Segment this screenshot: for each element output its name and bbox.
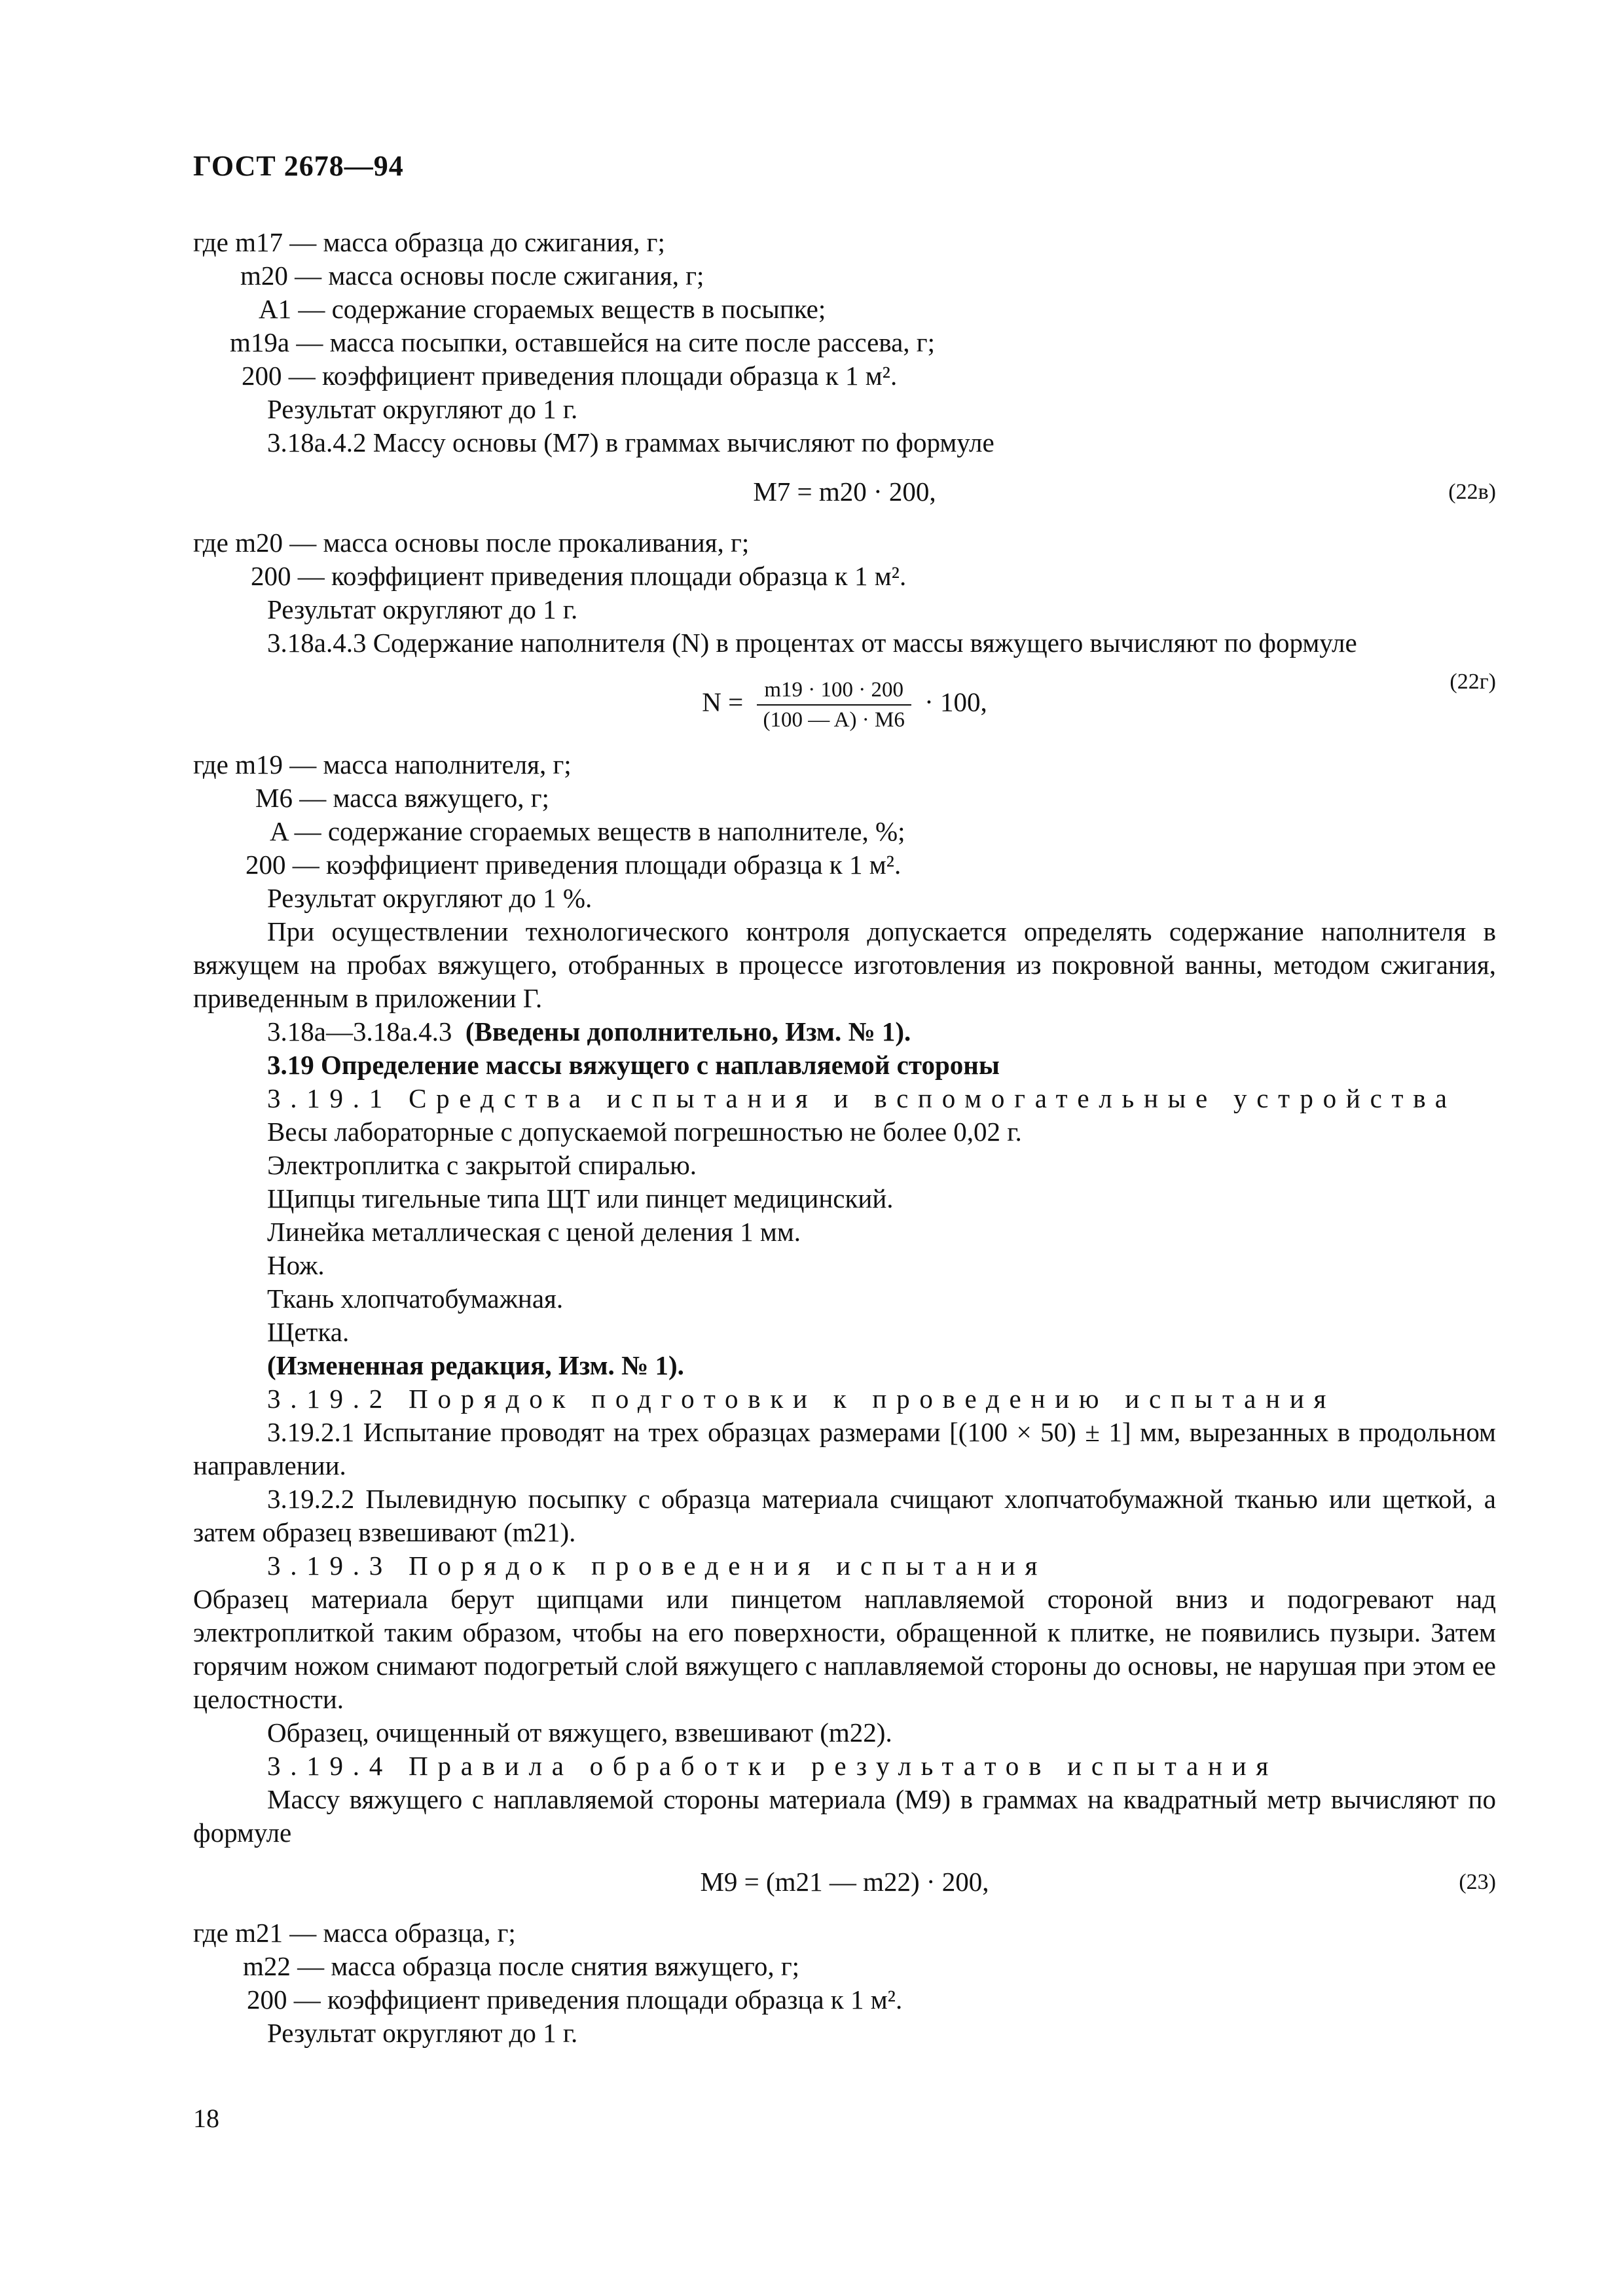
legend-text: — коэффициент приведения площади образца к 1 м².	[285, 850, 902, 880]
legend-text: — содержание сгораемых веществ в наполнителе, %;	[287, 816, 905, 846]
legend-line	[193, 1916, 1496, 1950]
document-header: ГОСТ 2678—94	[193, 150, 404, 182]
subsection-heading: 3.19.3 Порядок проведения испытания	[267, 1551, 1048, 1581]
legend-line	[193, 815, 1496, 848]
legend-text: — масса основы после прокаливания, г;	[282, 528, 750, 558]
amendment-note: (Измененная редакция, Изм. № 1).	[267, 1350, 684, 1380]
legend-text: — коэффициент приведения площади образца к 1 м².	[287, 1984, 903, 2015]
amendment-note: (Введены дополнительно, Изм. № 1).	[465, 1016, 911, 1047]
formula-line	[193, 660, 1496, 748]
formula	[193, 675, 1496, 734]
legend-line	[193, 326, 1496, 359]
list-item: Электроплитка с закрытой спиралью.	[267, 1150, 697, 1180]
legend-label: где m19	[193, 749, 283, 780]
formula-number: (23)	[1459, 1870, 1496, 1894]
list-item: Щипцы тигельные типа ЩТ или пинцет медицинский.	[267, 1183, 894, 1213]
subsection-heading: 3.19.1 Средства испытания и вспомогательные устройства	[267, 1083, 1457, 1113]
result-line: Результат округляют до 1 г.	[267, 594, 578, 624]
amendment-line	[193, 1015, 1496, 1049]
legend-label: M6	[255, 783, 293, 813]
legend-text: — коэффициент приведения площади образца к 1 м².	[282, 361, 898, 391]
paragraph: Образец, очищенный от вяжущего, взвешивают (m22).	[267, 1717, 892, 1748]
legend-line	[193, 748, 1496, 781]
formula-line	[193, 1850, 1496, 1916]
legend-label: m22	[243, 1951, 291, 1981]
result-line: Результат округляют до 1 г.	[267, 2018, 578, 2048]
legend-text: — масса основы после сжигания, г;	[287, 260, 704, 291]
legend-text: — масса образца до сжигания, г;	[282, 227, 665, 257]
subsection-heading: 3.19.2 Порядок подготовки к проведению испытания	[267, 1384, 1336, 1414]
legend-label: 200	[247, 1984, 287, 2015]
list-item: Ткань хлопчатобумажная.	[267, 1283, 564, 1314]
amendment-prefix: 3.18а—3.18а.4.3	[267, 1016, 452, 1047]
section-title: 3.19 Определение массы вяжущего с наплавляемой стороны	[267, 1050, 1000, 1080]
legend-label: A1	[259, 294, 292, 324]
paragraph: 3.19.2.1 Испытание проводят на трех образцах размерами [(100 × 50) ± 1] мм, вырезанных в продольном направлении.	[193, 1417, 1496, 1480]
paragraph: Массу вяжущего с наплавляемой стороны материала (M9) в граммах на квадратный метр вычисляют по формуле	[193, 1784, 1496, 1848]
page-number: 18	[193, 2104, 219, 2133]
list-item: Линейка металлическая с ценой деления 1 мм.	[267, 1217, 801, 1247]
paragraph: Образец материала берут щипцами или пинцетом наплавляемой стороной вниз и подогревают над электроплиткой таким образом, чтобы на его поверхности, обращенной к плитке, не появились пузыри. Затем горячим ножом снимают подогретый слой вяжущего с наплавляемой стороны до основы, не нарушая при этом ее целостности.	[193, 1584, 1496, 1714]
list-item: Щетка.	[267, 1317, 350, 1347]
result-line: Результат округляют до 1 г.	[267, 394, 578, 424]
legend-text: — масса образца после снятия вяжущего, г;	[290, 1951, 800, 1981]
legend-label: где m20	[193, 528, 283, 558]
legend-line	[193, 226, 1496, 259]
legend-line	[193, 293, 1496, 326]
legend-line	[193, 259, 1496, 293]
legend-label: m20	[240, 260, 288, 291]
legend-label: где m17	[193, 227, 283, 257]
legend-text: — масса вяжущего, г;	[292, 783, 549, 813]
legend-label: 200	[246, 850, 286, 880]
legend-text: — коэффициент приведения площади образца к 1 м².	[291, 561, 907, 591]
formula-fraction	[757, 675, 911, 734]
paragraph: 3.19.2.2 Пылевидную посыпку с образца материала счищают хлопчатобумажной тканью или щеткой, а затем образец взвешивают (m21).	[193, 1484, 1496, 1547]
legend-text: — масса образца, г;	[282, 1918, 516, 1948]
clause-text: 3.18а.4.2 Массу основы (M7) в граммах вычисляют по формуле	[267, 427, 994, 457]
formula-lhs: N =	[702, 687, 744, 717]
formula: M7 = m20 · 200,	[753, 476, 936, 507]
legend-label: 200	[251, 561, 291, 591]
legend-label: A	[270, 816, 288, 846]
formula: M9 = (m21 — m22) · 200,	[700, 1867, 989, 1897]
legend-line	[193, 560, 1496, 593]
paragraph: При осуществлении технологического контроля допускается определять содержание наполнителя в вяжущем на пробах вяжущего, отобранных в процессе изготовления из покровной ванны, методом сжигания, приведенным в приложении Г.	[193, 916, 1496, 1013]
clause-text: 3.18а.4.3 Содержание наполнителя (N) в процентах от массы вяжущего вычисляют по формуле	[267, 628, 1357, 658]
legend-text: — масса наполнителя, г;	[282, 749, 572, 780]
legend-label: 200	[242, 361, 282, 391]
legend-label: где m21	[193, 1918, 283, 1948]
subsection-heading: 3.19.4 Правила обработки результатов испытания	[267, 1751, 1278, 1781]
document-body	[193, 226, 1496, 2050]
list-item: Весы лабораторные с допускаемой погрешностью не более 0,02 г.	[267, 1117, 1022, 1147]
formula-number: (22в)	[1448, 480, 1496, 504]
legend-line	[193, 848, 1496, 882]
formula-number: (22г)	[1450, 670, 1496, 694]
legend-line	[193, 1950, 1496, 1983]
result-line: Результат округляют до 1 %.	[267, 883, 593, 913]
legend-label: m19a	[230, 327, 290, 357]
legend-line	[193, 1983, 1496, 2017]
list-item: Нож.	[267, 1250, 325, 1280]
fraction-numerator: m19 · 100 · 200	[757, 675, 911, 706]
legend-line	[193, 781, 1496, 815]
formula-rhs: · 100,	[924, 687, 987, 717]
legend-text: — масса посыпки, оставшейся на сите после рассева, г;	[289, 327, 935, 357]
formula-line	[193, 459, 1496, 526]
legend-line	[193, 359, 1496, 393]
fraction-denominator: (100 — A) · M6	[763, 708, 905, 732]
legend-line	[193, 526, 1496, 560]
legend-text: — содержание сгораемых веществ в посыпке;	[291, 294, 826, 324]
